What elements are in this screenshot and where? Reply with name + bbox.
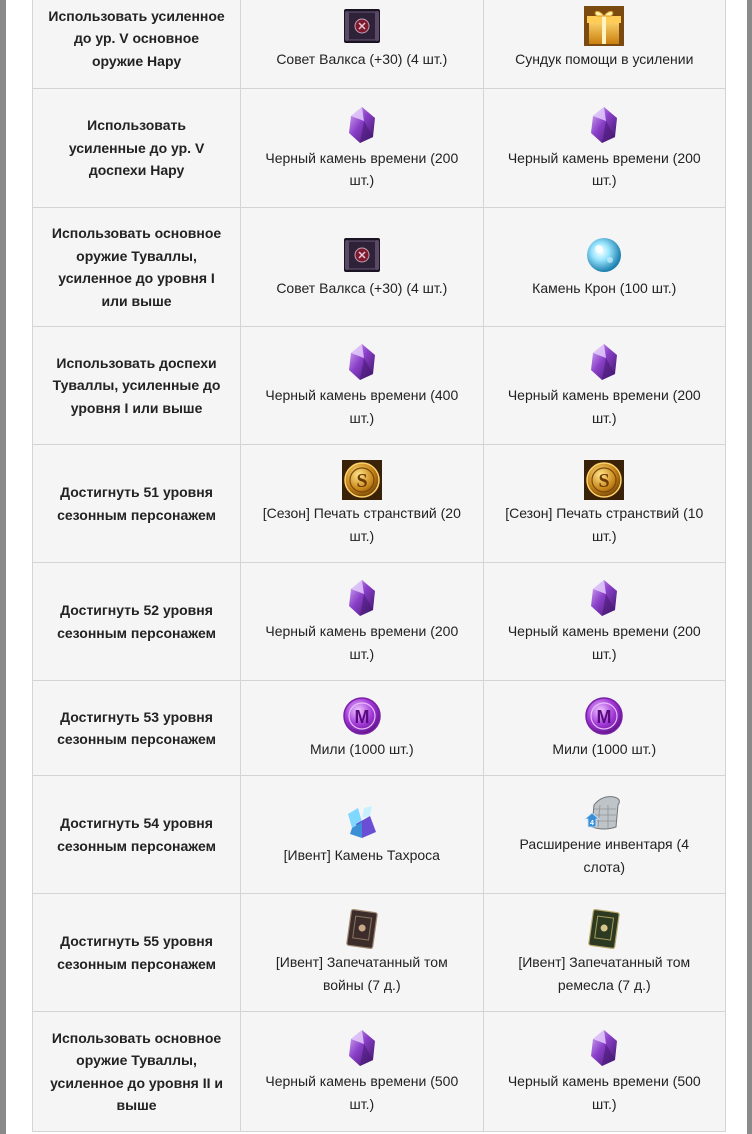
table-row: [33, 894, 726, 1012]
reward-label: [Ивент] Камень Тахроса: [283, 847, 440, 864]
reward-label: Совет Валкса (+30) (4 шт.): [276, 51, 448, 68]
reward-cell-1: [241, 89, 483, 208]
condition-cell: Использовать основное оружие Туваллы, усиленное до уровня I или выше: [33, 208, 241, 327]
reward-cell-1: [241, 776, 483, 894]
purple-crystal-icon: [342, 1028, 382, 1068]
table-row: [33, 0, 726, 89]
svg-text:S: S: [598, 470, 610, 492]
reward-label: [Сезон] Печать странствий (20 шт.): [262, 505, 461, 544]
reward-cell-1: [241, 208, 483, 327]
reward-label: Мили (1000 шт.): [552, 740, 657, 757]
table-row: [33, 327, 726, 445]
mile-coin-icon: [584, 696, 624, 736]
reward-label: Совет Валкса (+30) (4 шт.): [276, 279, 448, 296]
reward-cell-2: [483, 894, 725, 1012]
table-row: [33, 1012, 726, 1132]
reward-label: Камень Крон (100 шт.): [532, 279, 677, 296]
reward-cell-2: [483, 0, 725, 89]
reward-cell-2: [483, 681, 725, 776]
blue-orb-icon: [584, 235, 624, 275]
condition-cell: Достигнуть 52 уровня сезонным персонажем: [33, 563, 241, 681]
reward-cell-2: [483, 445, 725, 563]
brown-tome-icon: [342, 909, 382, 949]
scroll-icon: [342, 235, 382, 275]
condition-cell: Использовать доспехи Туваллы, усиленные до уровня I или выше: [33, 327, 241, 445]
reward-cell-1: [241, 445, 483, 563]
reward-label: Черный камень времени (200 шт.): [265, 149, 459, 188]
reward-cell-1: [241, 0, 483, 89]
purple-crystal-icon: [584, 105, 624, 145]
condition-cell: Использовать усиленные до ур. V доспехи Нару: [33, 89, 241, 208]
gold-seal-icon: [584, 460, 624, 500]
reward-cell-2: [483, 208, 725, 327]
table-row: [33, 89, 726, 208]
reward-cell-2: [483, 327, 725, 445]
purple-crystal-icon: [584, 342, 624, 382]
condition-cell: Достигнуть 54 уровня сезонным персонажем: [33, 776, 241, 894]
reward-label: Черный камень времени (200 шт.): [507, 149, 701, 188]
condition-cell: Достигнуть 53 уровня сезонным персонажем: [33, 681, 241, 776]
reward-cell-2: [483, 776, 725, 894]
reward-cell-2: [483, 1012, 725, 1132]
svg-text:S: S: [356, 470, 368, 492]
gold-seal-icon: [342, 460, 382, 500]
purple-crystal-icon: [584, 1028, 624, 1068]
condition-cell: Использовать усиленное до ур. V основное оружие Нару: [33, 0, 241, 89]
scroll-icon: [342, 6, 382, 46]
reward-label: [Ивент] Запечатанный том ремесла (7 д.): [518, 954, 691, 993]
page-content: [6, 0, 747, 1134]
reward-label: Черный камень времени (200 шт.): [265, 623, 459, 662]
reward-label: Черный камень времени (500 шт.): [507, 1073, 701, 1112]
svg-text:4: 4: [590, 820, 595, 827]
purple-crystal-icon: [342, 578, 382, 618]
svg-text:M: M: [596, 706, 612, 727]
inventory-bag-icon: [584, 791, 624, 831]
reward-label: [Ивент] Запечатанный том войны (7 д.): [275, 954, 448, 993]
reward-label: Сундук помощи в усилении: [515, 51, 694, 68]
table-row: [33, 208, 726, 327]
purple-crystal-icon: [584, 578, 624, 618]
reward-cell-1: [241, 563, 483, 681]
reward-cell-1: [241, 1012, 483, 1132]
reward-label: Расширение инвентаря (4 слота): [519, 836, 689, 875]
reward-cell-1: [241, 327, 483, 445]
svg-text:M: M: [354, 706, 370, 727]
table-row: [33, 776, 726, 894]
reward-label: Мили (1000 шт.): [309, 740, 414, 757]
reward-cell-2: [483, 563, 725, 681]
condition-cell: Использовать основное оружие Туваллы, усиленное до уровня II и выше: [33, 1012, 241, 1132]
purple-crystal-icon: [342, 105, 382, 145]
reward-label: Черный камень времени (200 шт.): [507, 623, 701, 662]
gift-box-icon: [584, 6, 624, 46]
condition-cell: Достигнуть 51 уровня сезонным персонажем: [33, 445, 241, 563]
table-row: [33, 681, 726, 776]
reward-label: Черный камень времени (400 шт.): [265, 387, 459, 426]
reward-cell-1: [241, 681, 483, 776]
table-row: [33, 445, 726, 563]
table-row: [33, 563, 726, 681]
mile-coin-icon: [342, 696, 382, 736]
reward-cell-1: [241, 894, 483, 1012]
reward-label: Черный камень времени (200 шт.): [507, 387, 701, 426]
purple-crystal-icon: [342, 342, 382, 382]
reward-label: [Сезон] Печать странствий (10 шт.): [505, 505, 704, 544]
reward-cell-2: [483, 89, 725, 208]
reward-label: Черный камень времени (500 шт.): [265, 1073, 459, 1112]
green-tome-icon: [584, 909, 624, 949]
rewards-table: [32, 0, 726, 1132]
condition-cell: Достигнуть 55 уровня сезонным персонажем: [33, 894, 241, 1012]
blue-crystal-shards-icon: [342, 802, 382, 842]
